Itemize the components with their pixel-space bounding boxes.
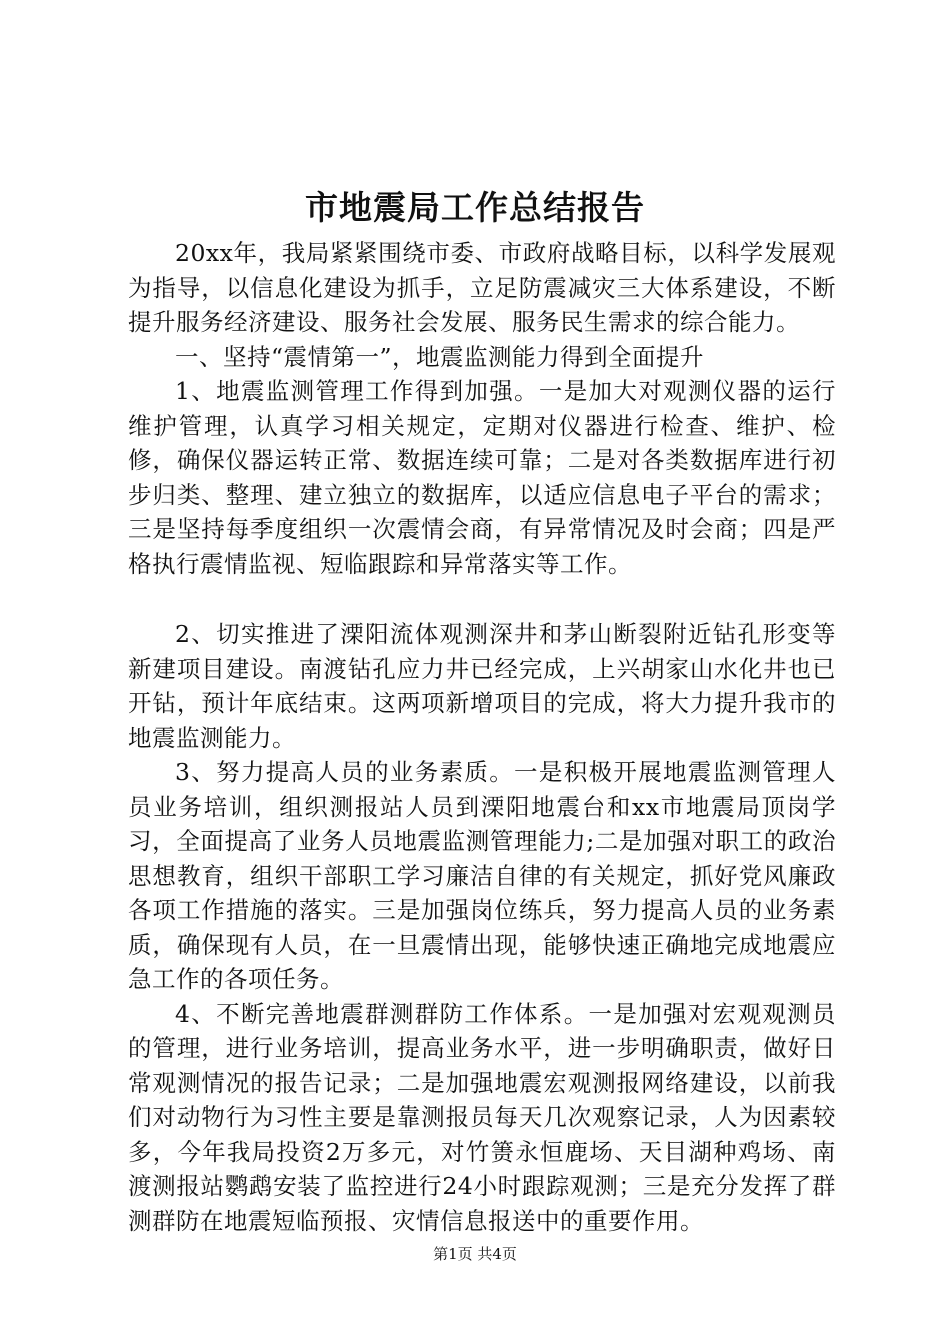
body-paragraph: 2、切实推进了溧阳流体观测深井和茅山断裂附近钻孔形变等新建项目建设。南渡钻孔应力井已经完成，上兴胡家山水化井也已开钻，预计年底结束。这两项新增项目的完成，将大力提升我市的地震监测能力。: [128, 620, 836, 752]
body-paragraph: 3、努力提高人员的业务素质。一是积极开展地震监测管理人员业务培训，组织测报站人员到溧阳地震台和xx市地震局顶岗学习，全面提高了业务人员地震监测管理能力;二是加强对职工的政治思想教育，组织干部职工学习廉洁自律的有关规定，抓好党风廉政各项工作措施的落实。三是加强岗位练兵，努力提高人员的业务素质，确保现有人员，在一旦震情出现，能够快速正确地完成地震应急工作的各项任务。: [128, 758, 836, 993]
body-paragraph: 1、地震监测管理工作得到加强。一是加大对观测仪器的运行维护管理，认真学习相关规定，定期对仪器进行检查、维护、检修，确保仪器运转正常、数据连续可靠；二是对各类数据库进行初步归类、整理、建立独立的数据库，以适应信息电子平台的需求；三是坚持每季度组织一次震情会商，有异常情况及时会商；四是严格执行震情监视、短临跟踪和异常落实等工作。: [128, 377, 836, 578]
section-heading: 一、坚持“震情第一”，地震监测能力得到全面提升: [175, 342, 705, 371]
page-number: 第1页 共4页: [433, 1245, 517, 1263]
body-paragraph: 4、不断完善地震群测群防工作体系。一是加强对宏观观测员的管理，进行业务培训，提高业务水平，进一步明确职责，做好日常观测情况的报告记录；二是加强地震宏观测报网络建设，以前我们对动物行为习性主要是靠测报员每天几次观察记录，人为因素较多，今年我局投资2万多元，对竹箦永恒鹿场、天目湖种鸡场、南渡测报站鹦鹉安装了监控进行24小时跟踪观测；三是充分发挥了群测群防在地震短临预报、灾情信息报送中的重要作用。: [128, 999, 836, 1235]
intro-paragraph: 20xx年，我局紧紧围绕市委、市政府战略目标，以科学发展观为指导，以信息化建设为抓手，立足防震减灾三大体系建设，不断提升服务经济建设、服务社会发展、服务民生需求的综合能力。: [128, 239, 836, 336]
document-body: [128, 236, 836, 1238]
document-title: 市地震局工作总结报告: [305, 188, 645, 227]
